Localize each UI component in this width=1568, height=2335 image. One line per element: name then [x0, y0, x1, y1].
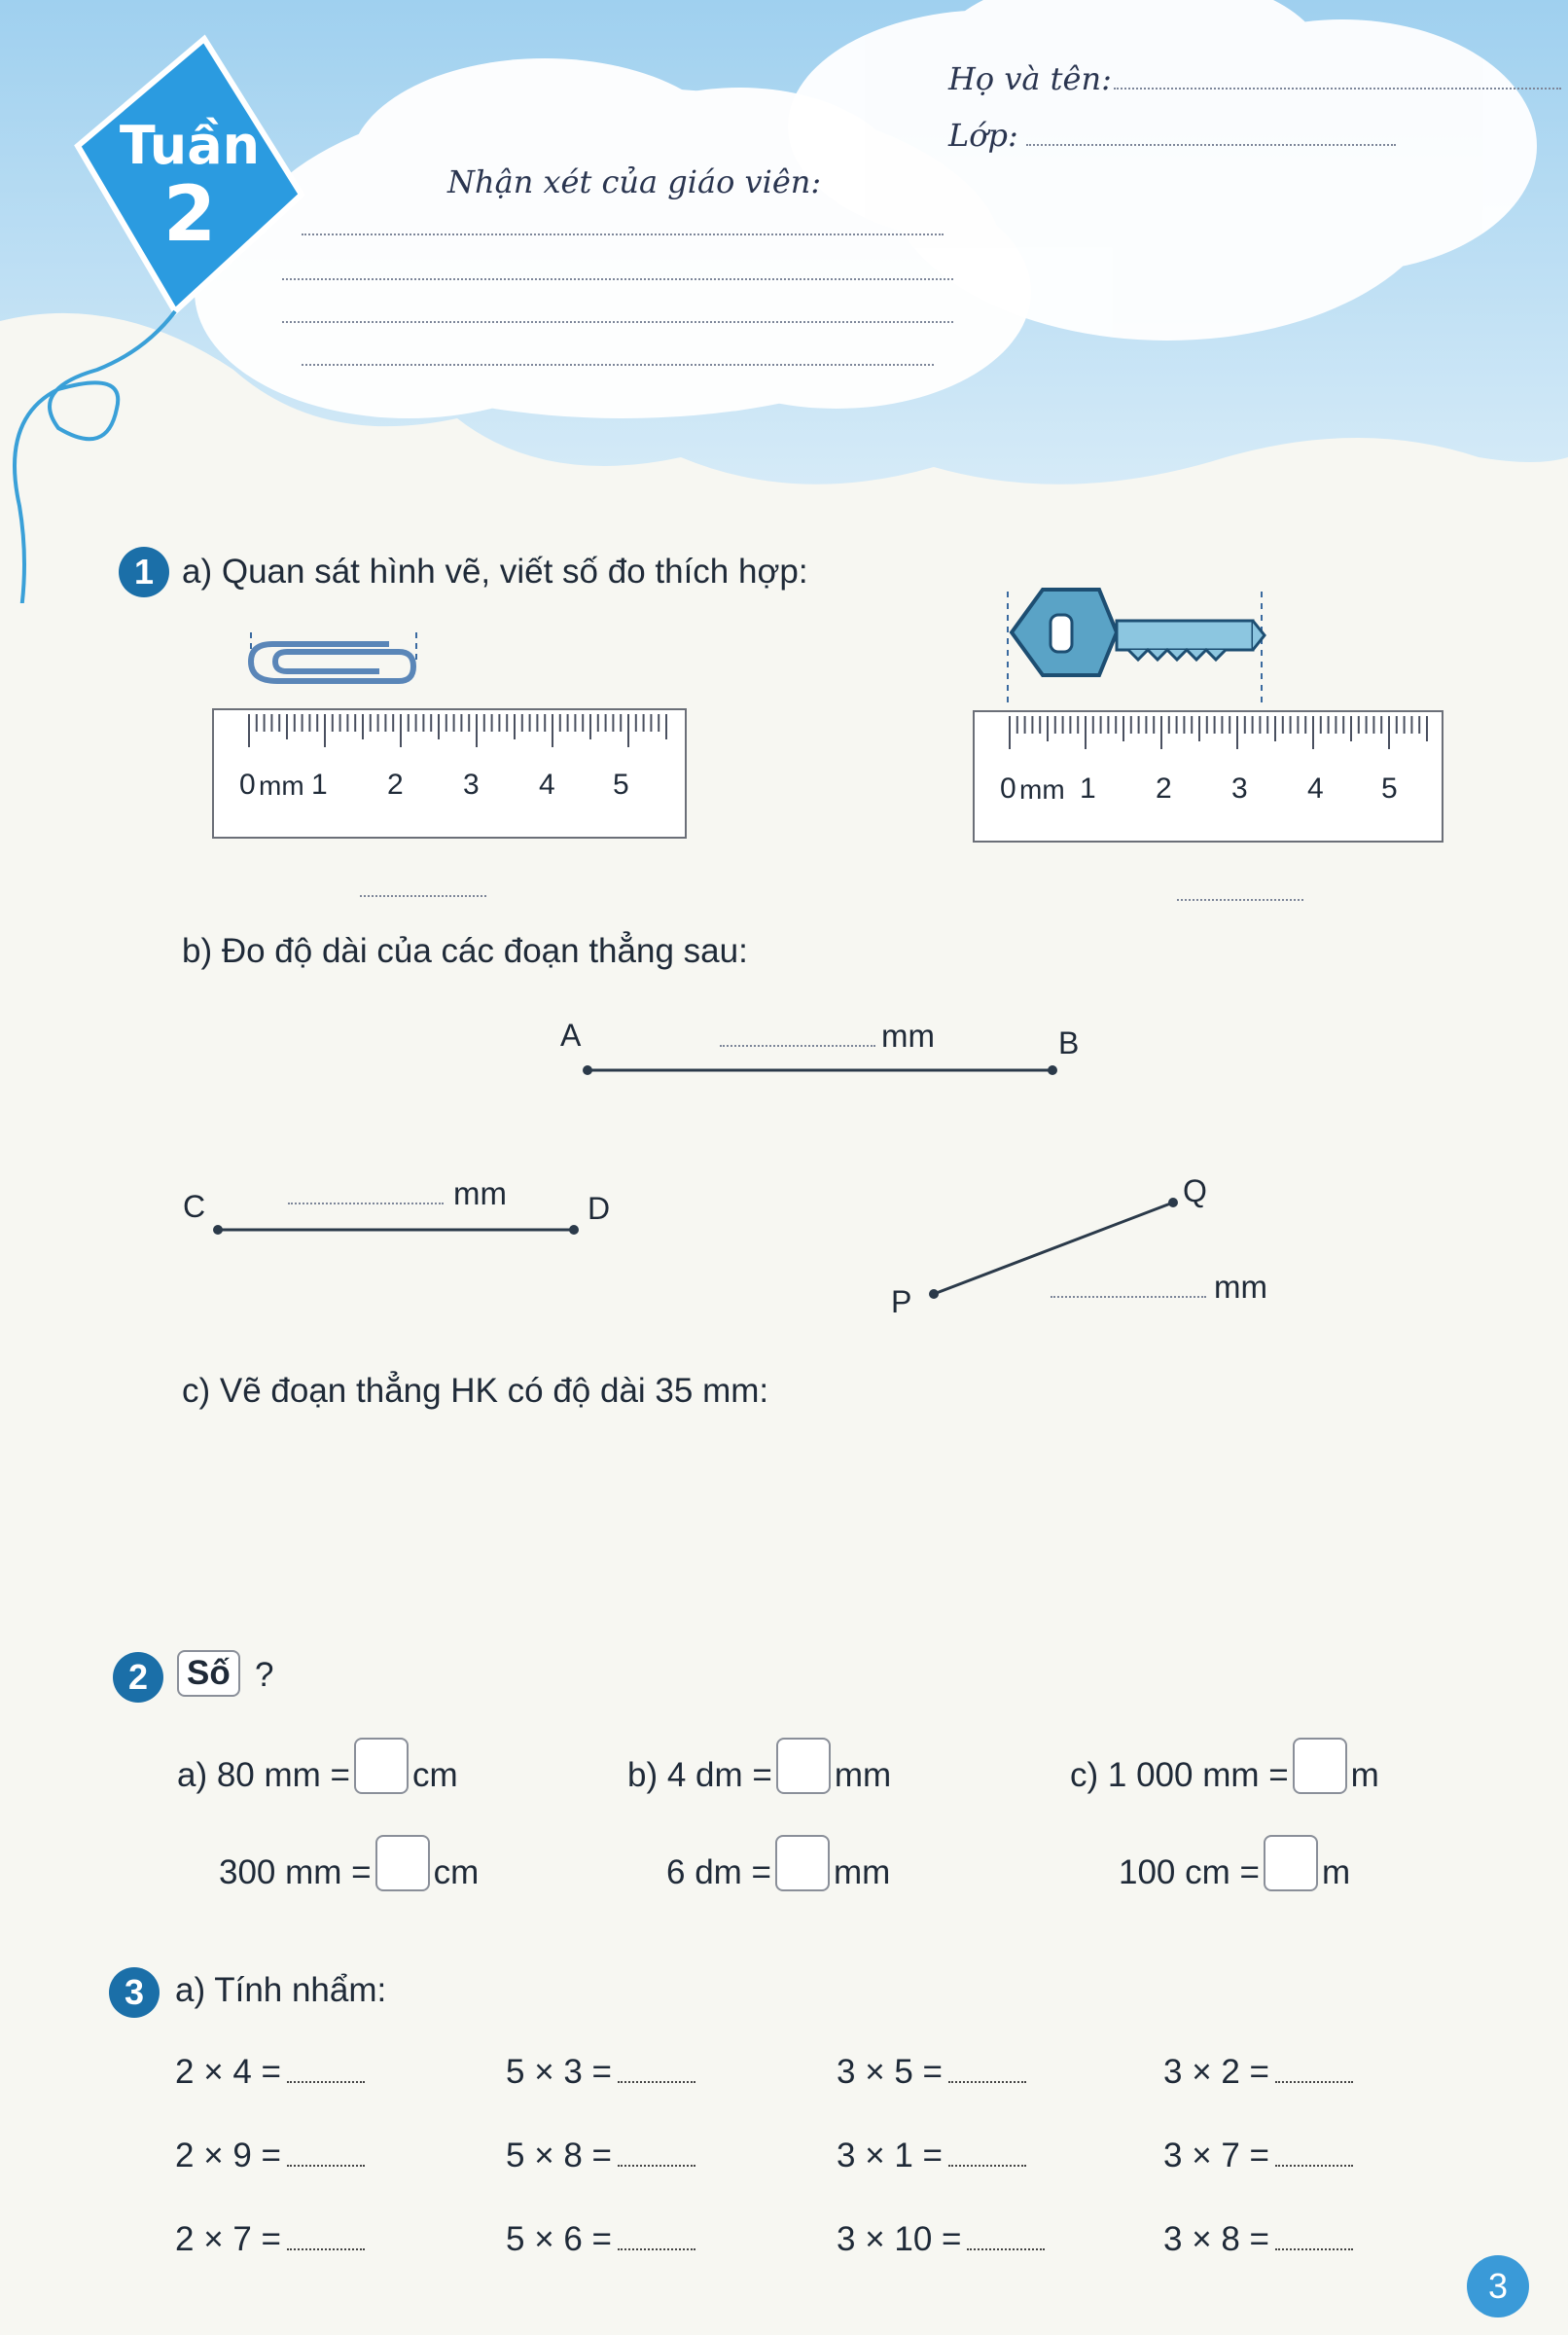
- exercise-1a-text: a) Quan sát hình vẽ, viết số đo thích hợp:: [182, 553, 808, 591]
- calc-answer[interactable]: [967, 2248, 1045, 2250]
- calc-answer[interactable]: [618, 2248, 695, 2250]
- calc-3-2: 5 × 6 =: [506, 2220, 695, 2259]
- point-d: [569, 1225, 579, 1235]
- exercise-3a-text: a) Tính nhẩm:: [175, 1971, 387, 2009]
- calc-answer[interactable]: [287, 2248, 365, 2250]
- unit-ab: mm: [881, 1018, 935, 1054]
- calc-2-2: 5 × 8 =: [506, 2137, 695, 2175]
- label-c: C: [183, 1189, 206, 1224]
- page-number: 3: [1467, 2255, 1529, 2317]
- calc-answer[interactable]: [1275, 2165, 1353, 2167]
- calc-answer[interactable]: [618, 2165, 695, 2167]
- answer-box-a1[interactable]: [354, 1738, 409, 1794]
- calc-3-1: 2 × 7 =: [175, 2220, 365, 2259]
- calc-3-4: 3 × 8 =: [1163, 2220, 1353, 2259]
- calc-answer[interactable]: [948, 2165, 1026, 2167]
- point-c: [213, 1225, 223, 1235]
- calc-2-1: 2 × 9 =: [175, 2137, 365, 2175]
- calc-1-1: 2 × 4 =: [175, 2053, 365, 2092]
- label-b: B: [1058, 1025, 1080, 1060]
- teacher-comment-label: Nhận xét của giáo viên:: [447, 163, 822, 200]
- point-b: [1048, 1065, 1057, 1075]
- point-a: [583, 1065, 592, 1075]
- ruler-1-tick-5: 5: [613, 769, 629, 801]
- calc-2-3: 3 × 1 =: [837, 2137, 1026, 2175]
- unit-pq: mm: [1214, 1269, 1267, 1305]
- drawing-area[interactable]: [182, 1430, 1446, 1596]
- answer-ab[interactable]: [720, 1045, 875, 1047]
- calc-answer[interactable]: [287, 2165, 365, 2167]
- exercise-3-badge: 3: [109, 1967, 160, 2018]
- conversion-b1: b) 4 dm = mm: [627, 1738, 891, 1795]
- calc-answer[interactable]: [1275, 2248, 1353, 2250]
- ruler-2-zero: 0: [1000, 772, 1016, 805]
- conversion-a2: 300 mm = cm: [219, 1835, 479, 1892]
- ruler-1-tick-3: 3: [463, 769, 480, 801]
- conversion-a1: a) 80 mm = cm: [177, 1738, 458, 1795]
- segment-pq: [934, 1203, 1173, 1294]
- answer-box-a2[interactable]: [375, 1835, 430, 1891]
- point-p: [929, 1289, 939, 1299]
- label-d: D: [588, 1191, 611, 1226]
- calc-1-2: 5 × 3 =: [506, 2053, 695, 2092]
- calc-3-3: 3 × 10 =: [837, 2220, 1045, 2259]
- calc-1-3: 3 × 5 =: [837, 2053, 1026, 2092]
- answer-box-b2[interactable]: [775, 1835, 830, 1891]
- ruler-2-tick-1: 1: [1080, 772, 1096, 805]
- exercise-1-badge: 1: [119, 547, 169, 597]
- week-word: Tuần: [119, 115, 261, 176]
- question-mark: ?: [255, 1656, 274, 1694]
- answer-box-c2[interactable]: [1264, 1835, 1318, 1891]
- label-a: A: [560, 1018, 582, 1053]
- ruler-1-tick-2: 2: [387, 769, 404, 801]
- answer-pq[interactable]: [1051, 1296, 1206, 1298]
- conversion-b2: 6 dm = mm: [666, 1835, 890, 1892]
- calc-1-4: 3 × 2 =: [1163, 2053, 1353, 2092]
- ruler-1-tick-4: 4: [539, 769, 555, 801]
- label-q: Q: [1183, 1173, 1207, 1208]
- calc-answer[interactable]: [287, 2081, 365, 2083]
- calc-answer[interactable]: [948, 2081, 1026, 2083]
- ruler-1-zero: 0: [239, 769, 256, 801]
- exercise-2-badge: 2: [113, 1652, 163, 1703]
- calc-2-4: 3 × 7 =: [1163, 2137, 1353, 2175]
- ruler-1-mm: mm: [259, 771, 304, 801]
- exercise-1c-text: c) Vẽ đoạn thẳng HK có độ dài 35 mm:: [182, 1372, 769, 1410]
- class-label: Lớp:: [948, 117, 1018, 154]
- so-label: Số: [177, 1650, 240, 1697]
- ruler-2-mm: mm: [1019, 774, 1065, 805]
- calc-answer[interactable]: [1275, 2081, 1353, 2083]
- ruler-2-tick-4: 4: [1307, 772, 1324, 805]
- answer-box-b1[interactable]: [776, 1738, 831, 1794]
- conversion-c2: 100 cm = m: [1119, 1835, 1350, 1892]
- calc-answer[interactable]: [618, 2081, 695, 2083]
- week-number: 2: [162, 171, 217, 259]
- answer-box-c1[interactable]: [1293, 1738, 1347, 1794]
- ruler-2-tick-5: 5: [1381, 772, 1398, 805]
- ruler-1-tick-1: 1: [311, 769, 328, 801]
- answer-cd[interactable]: [288, 1203, 444, 1204]
- unit-cd: mm: [453, 1175, 507, 1211]
- conversion-c1: c) 1 000 mm = m: [1070, 1738, 1379, 1795]
- name-label: Họ và tên:: [948, 60, 1112, 97]
- exercise-1b-text: b) Đo độ dài của các đoạn thẳng sau:: [182, 932, 748, 970]
- label-p: P: [891, 1284, 912, 1319]
- point-q: [1168, 1198, 1178, 1207]
- ruler-2-tick-2: 2: [1156, 772, 1172, 805]
- ruler-2-tick-3: 3: [1231, 772, 1248, 805]
